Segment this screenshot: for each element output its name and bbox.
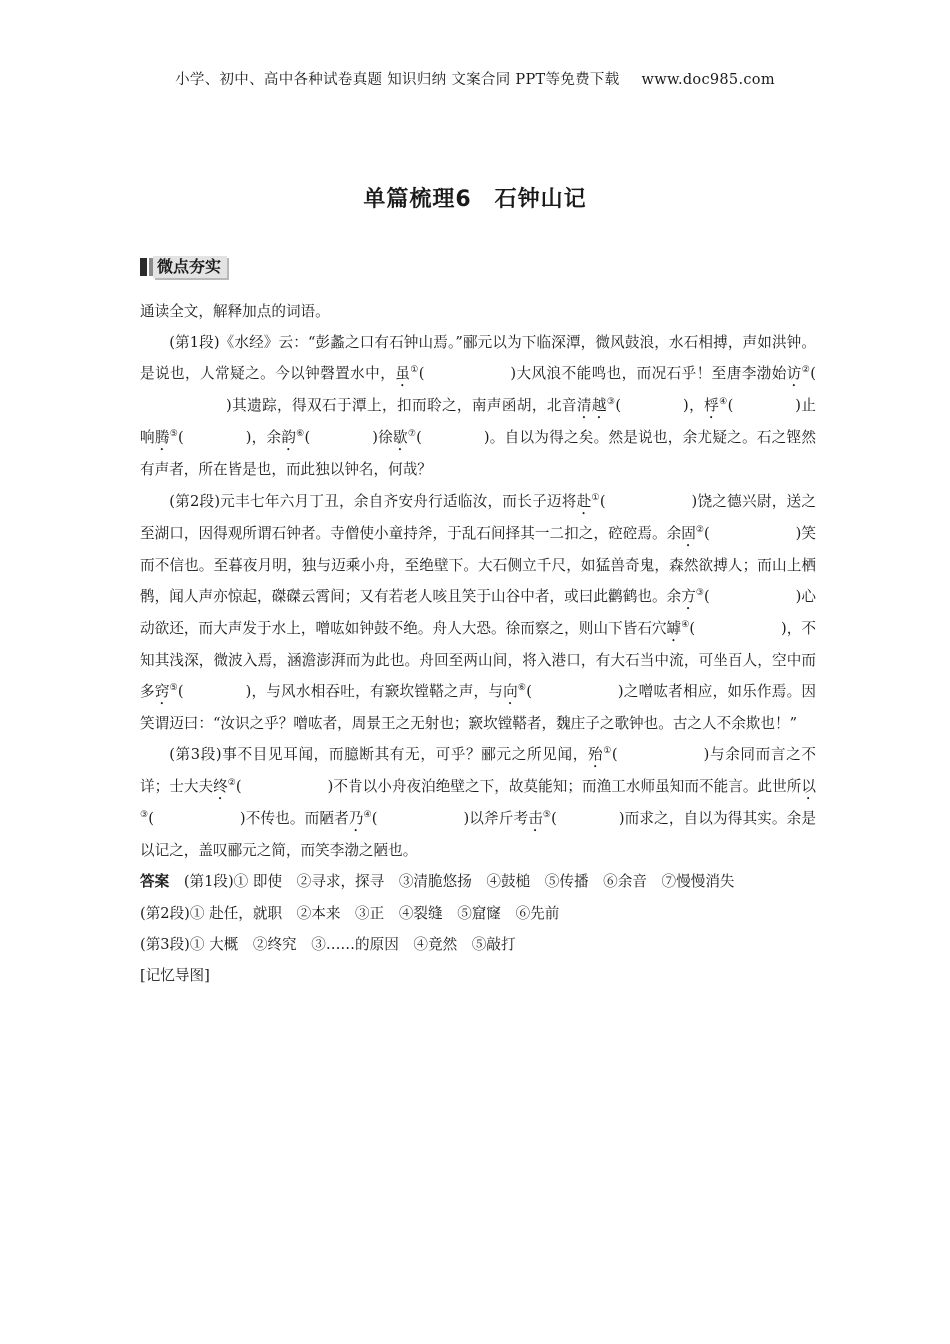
- mindmap-label: [记忆导图]: [140, 967, 210, 985]
- p1-note-5: ⑤: [169, 429, 178, 440]
- p1-key-word-1: 虽: [395, 365, 411, 383]
- p3-note-5: ⑤: [542, 810, 552, 821]
- p2-text-a: (第2段)元丰七年六月丁丑，余自齐安舟行适临汝，而长子迈将: [169, 492, 577, 510]
- p1-note-4: ④: [719, 397, 728, 408]
- answer-line-1: [140, 866, 816, 897]
- p3-note-4: ④: [363, 810, 372, 821]
- p1-text-1: )大风浪不能鸣也，而况石乎！至唐李渤始: [510, 365, 787, 383]
- p1-key-word-4: 桴: [704, 397, 720, 415]
- instruction: 通读全文，解释加点的词语。: [140, 303, 330, 320]
- p3-key-word-5: 击: [528, 810, 543, 828]
- p3-text-3: )不传也。而陋者: [239, 810, 349, 828]
- p1-note-2: ②: [801, 365, 811, 376]
- p3-text-2: )不肯以小舟夜泊绝壁之下，故莫能知；而渔工水师虽知而不能言。此世所: [327, 778, 802, 796]
- p1-text-7: )。自以为得之矣。然是说也，余尤疑之。石之铿然有声者，所在皆是也，而此独以钟名，何哉？: [140, 429, 816, 479]
- p1-open-4: (: [727, 397, 734, 415]
- paragraph-2: [140, 486, 816, 740]
- p2-note-3: ③: [695, 587, 704, 598]
- p1-key-word-3: 清越: [576, 397, 607, 415]
- p3-note-3: ③: [140, 810, 149, 821]
- p2-open-6: (: [526, 683, 532, 701]
- section-label: 微点夯实: [153, 256, 227, 278]
- p1-text-6: )徐: [372, 429, 393, 447]
- p2-open-3: (: [703, 587, 710, 605]
- page-title: 单篇梳理6 石钟山记: [363, 187, 587, 212]
- header-site-link[interactable]: www.doc985.com: [641, 72, 775, 88]
- p2-note-2: ②: [695, 524, 704, 535]
- header-text: 小学、初中、高中各种试卷真题 知识归纳 文案合同 PPT等免费下载: [175, 72, 620, 88]
- p2-key-word-1: 赴: [576, 492, 592, 510]
- page-header: [0, 68, 950, 89]
- p1-text-5: )，余: [245, 429, 282, 447]
- p3-text-1: )与余同而言之不详；士大夫: [140, 746, 816, 796]
- p2-text-1: )饶之德兴尉，送之至湖口，因得观所谓石钟者。寺僧使小童持斧，于乱石间择其一二扣之，硿硿焉。余: [140, 492, 816, 542]
- answer-label: 答案: [140, 873, 170, 891]
- p3-open-5: (: [551, 810, 557, 828]
- section-tag: [140, 256, 227, 278]
- section-bar-icon: [140, 258, 147, 276]
- p2-key-word-5: 窍: [154, 683, 170, 701]
- p3-key-word-3: 以: [801, 778, 816, 796]
- paragraph-3: [140, 739, 816, 866]
- p1-text-2: )其遗踪，得双石于潭上，扣而聆之，南声函胡，北音: [226, 397, 577, 415]
- p2-key-word-3: 方: [681, 587, 696, 605]
- p1-text-a: (第1段)《水经》云：“彭蠡之口有石钟山焉。”郦元以为下临深潭，微风鼓浪，水石相搏，声如洪钟。是说也，人常疑之。今以钟磬置水中，: [140, 334, 816, 383]
- p1-key-word-2: 访: [786, 365, 802, 383]
- main-content: [140, 296, 816, 991]
- p1-open-6: (: [304, 429, 311, 447]
- p3-text-5: )而求之，自以为得其实。余是以记之，盖叹郦元之简，而笑李渤之陋也。: [140, 810, 816, 860]
- p3-note-1: ①: [603, 746, 612, 757]
- p1-open-3: (: [615, 397, 622, 415]
- p1-text-4: )止响: [140, 397, 816, 447]
- answer-line-3: (第3段)① 大概 ②终究 ③……的原因 ④竟然 ⑤敲打: [140, 935, 516, 953]
- p3-open-4: (: [371, 810, 378, 828]
- p1-key-word-5: 腾: [154, 429, 170, 447]
- p2-open-2: (: [703, 524, 710, 542]
- p3-open-2: (: [235, 778, 242, 796]
- p2-open-1: (: [599, 492, 606, 510]
- p2-text-4: )，不知其浅深，微波入焉，涵澹澎湃而为此也。舟回至两山间，将入港口，有大石当中流，可坐百人，空中而多: [140, 619, 816, 701]
- p3-key-word-4: 乃: [348, 810, 364, 828]
- p1-key-word-7: 歇: [392, 429, 408, 447]
- p2-key-word-4: 罅: [666, 619, 682, 637]
- p2-text-6: )之噌吰者相应，如乐作焉。因笑谓迈曰：“汝识之乎？噌吰者，周景王之无射也；窾坎镗鞳者，魏庄子之歌钟也。古之人不余欺也！”: [140, 683, 816, 733]
- p2-text-2: )笑而不信也。至暮夜月明，独与迈乘小舟，至绝壁下。大石侧立千尺，如猛兽奇鬼，森然欲搏人；而山上栖鹘，闻人声亦惊起，磔磔云霄间；又有若老人咳且笑于山谷中者，或曰此鹳鹤也。余: [140, 524, 816, 605]
- p2-note-5: ⑤: [169, 683, 178, 694]
- p3-text-a: (第3段)事不目见耳闻，而臆断其有无，可乎？郦元之所见闻，: [169, 746, 588, 764]
- p1-key-word-6: 韵: [281, 429, 297, 447]
- p2-note-1: ①: [591, 492, 600, 503]
- answer-line-2: (第2段)① 赴任，就职 ②本来 ③正 ④裂缝 ⑤窟窿 ⑥先前: [140, 904, 560, 922]
- p2-key-word-6: 向: [503, 683, 518, 701]
- p1-open-2: (: [810, 365, 816, 383]
- p2-text-5: )，与风水相吞吐，有窾坎镗鞳之声，与: [245, 683, 504, 701]
- p2-note-6: ⑥: [517, 683, 527, 694]
- paragraph-1: [140, 327, 816, 485]
- p3-note-2: ②: [227, 778, 236, 789]
- p1-text-3: )，: [683, 397, 705, 415]
- p1-open-1: (: [418, 365, 425, 383]
- p3-open-3: (: [148, 810, 154, 828]
- p3-text-4: )以斧斤考: [463, 810, 529, 828]
- p3-key-word-2: 终: [213, 778, 228, 796]
- p2-open-4: (: [689, 619, 696, 637]
- p2-text-3: )心动欲还，而大声发于水上，噌吰如钟鼓不绝。舟人大恐。徐而察之，则山下皆石穴: [140, 587, 816, 637]
- p3-open-1: (: [611, 746, 618, 764]
- p1-open-5: (: [178, 429, 184, 447]
- p2-open-5: (: [177, 683, 184, 701]
- p3-key-word-1: 殆: [587, 746, 604, 764]
- p1-open-7: (: [416, 429, 422, 447]
- p2-key-word-2: 固: [681, 524, 696, 542]
- p1-note-1: ①: [410, 365, 419, 376]
- p1-note-6: ⑥: [296, 429, 305, 440]
- p1-note-7: ⑦: [407, 429, 417, 440]
- p2-note-4: ④: [681, 619, 690, 630]
- p1-note-3: ③: [606, 397, 616, 408]
- answer-text-1: (第1段)① 即使 ②寻求，探寻 ③清脆悠扬 ④鼓槌 ⑤传播 ⑥余音 ⑦慢慢消失: [183, 873, 735, 891]
